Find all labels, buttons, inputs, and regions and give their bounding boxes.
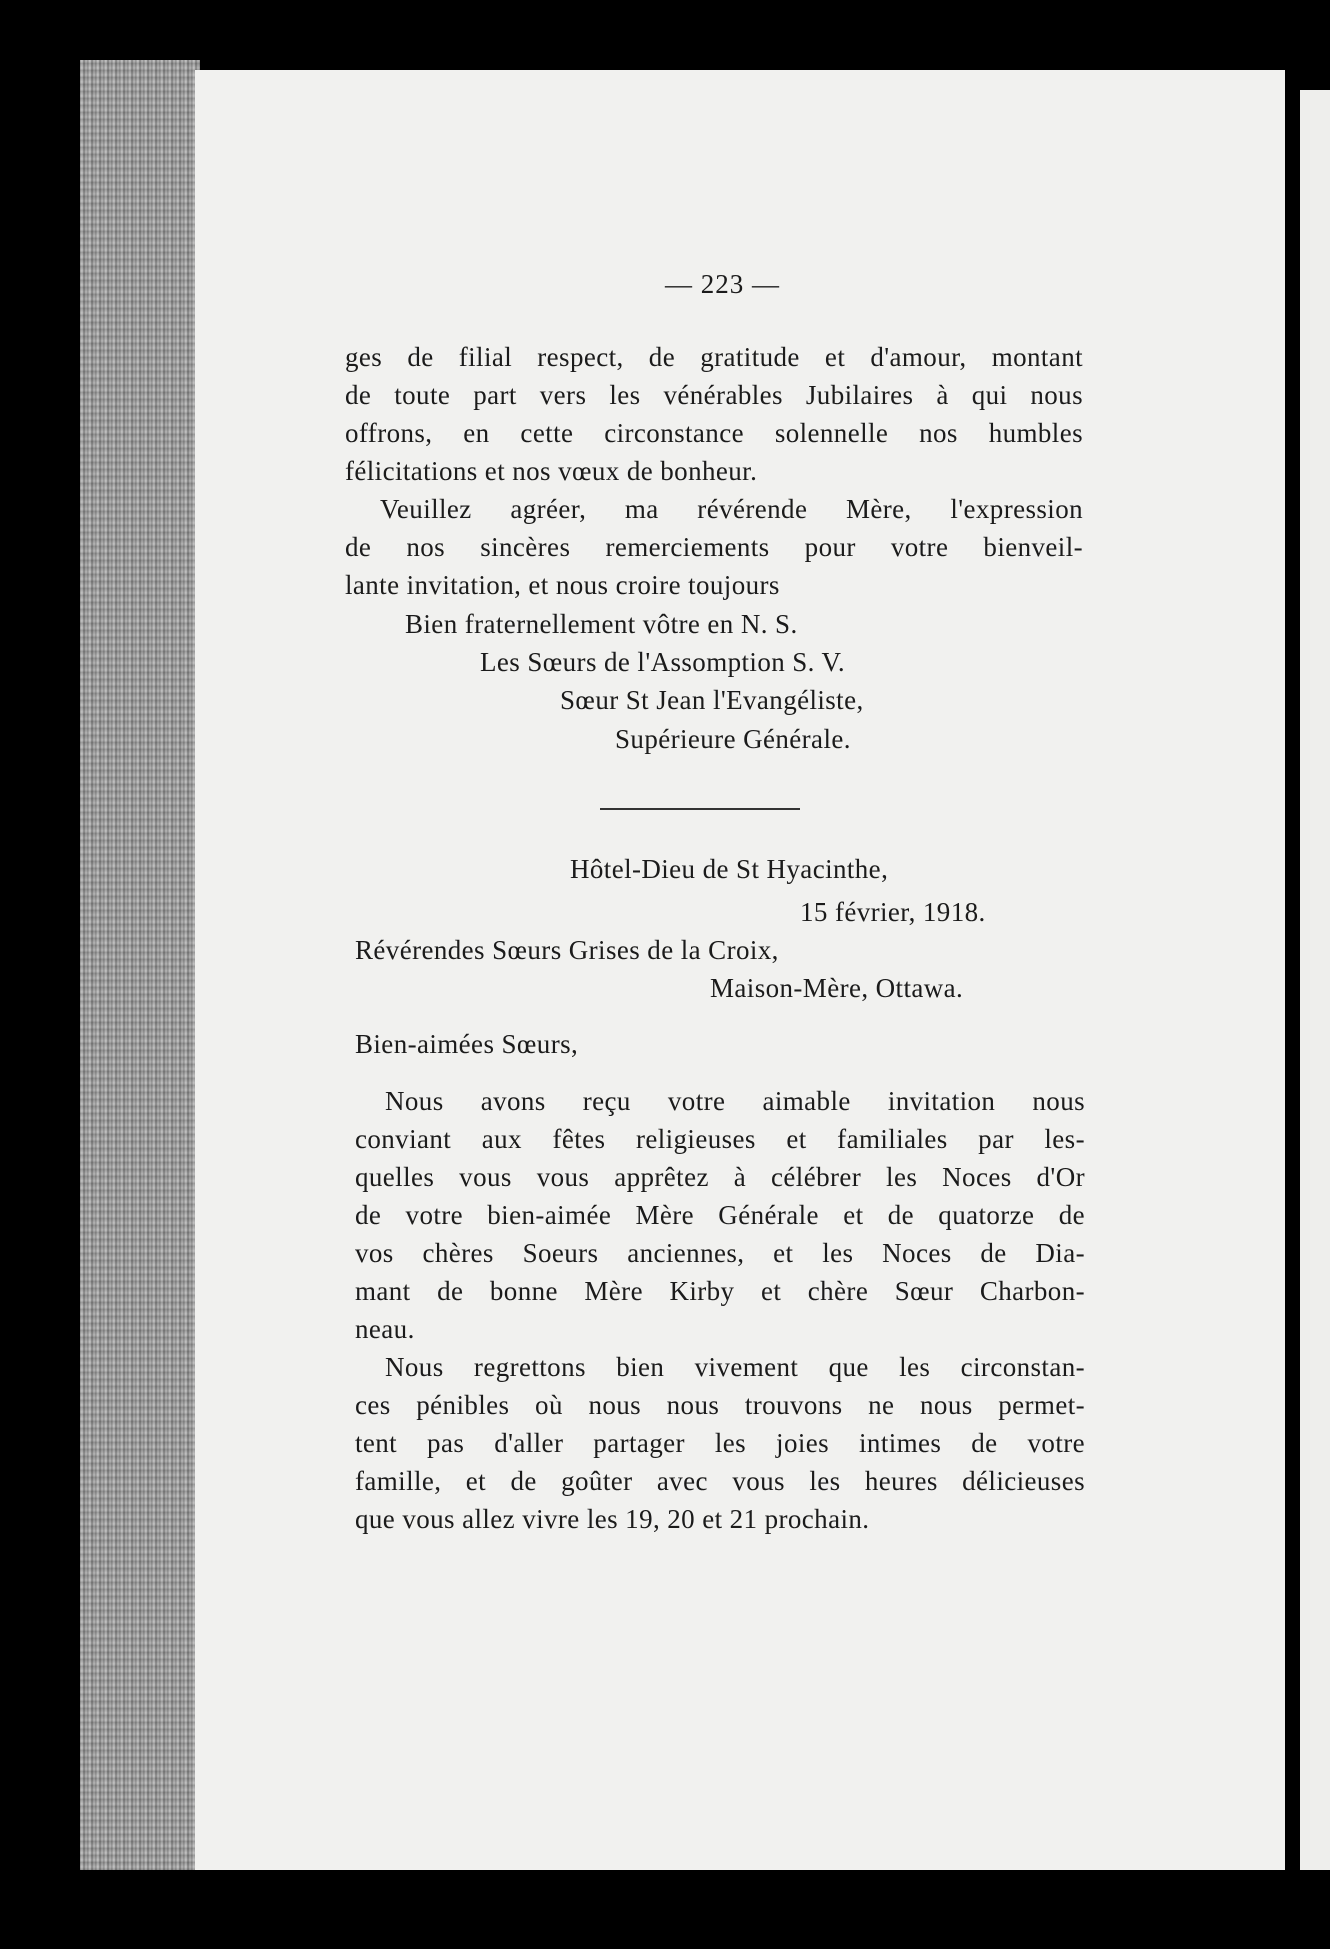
letter-paragraph1-line: conviant aux fêtes religieuses et familiales par les- <box>355 1124 1085 1154</box>
letter-paragraph1-line: neau. <box>355 1314 415 1344</box>
letter-recipient: Révérendes Sœurs Grises de la Croix, <box>355 935 779 965</box>
signatory-title: Supérieure Générale. <box>615 724 851 754</box>
letter-paragraph1-line: vos chères Soeurs anciennes, et les Noces de Dia- <box>355 1238 1085 1268</box>
paragraph1-line: ges de filial respect, de gratitude et d'amour, montant <box>345 342 1083 372</box>
paragraph2-line: Veuillez agréer, ma révérende Mère, l'expression <box>380 494 1083 524</box>
paragraph1-line: félicitations et nos vœux de bonheur. <box>345 456 758 486</box>
letter-paragraph2-line: ces pénibles où nous nous trouvons ne nous permet- <box>355 1390 1085 1420</box>
letter-paragraph2-line: famille, et de goûter avec vous les heures délicieuses <box>355 1466 1085 1496</box>
paragraph2-line: lante invitation, et nous croire toujours <box>345 570 780 600</box>
letter-recipient-address: Maison-Mère, Ottawa. <box>710 973 964 1003</box>
letter-paragraph1-line: quelles vous vous apprêtez à célébrer les Noces d'Or <box>355 1162 1085 1192</box>
paragraph2-line: de nos sincères remerciements pour votre bienveil- <box>345 532 1083 562</box>
letter-paragraph1-line: mant de bonne Mère Kirby et chère Sœur Charbon- <box>355 1276 1085 1306</box>
letter-paragraph1-line: de votre bien-aimée Mère Générale et de quatorze de <box>355 1200 1085 1230</box>
closing-salutation: Bien fraternellement vôtre en N. S. <box>405 609 798 639</box>
letter-paragraph1-line: Nous avons reçu votre aimable invitation nous <box>385 1086 1085 1116</box>
signatory-organization: Les Sœurs de l'Assomption S. V. <box>480 647 846 677</box>
signatory-name: Sœur St Jean l'Evangéliste, <box>560 685 864 715</box>
book-page <box>195 70 1285 1870</box>
letter-greeting: Bien-aimées Sœurs, <box>355 1029 579 1059</box>
book-spine-edge <box>80 60 200 1870</box>
paragraph1-line: offrons, en cette circonstance solennelle nos humbles <box>345 418 1083 448</box>
section-divider <box>600 808 800 810</box>
letter-paragraph2-line: que vous allez vivre les 19, 20 et 21 prochain. <box>355 1504 870 1534</box>
letter-paragraph2-line: Nous regrettons bien vivement que les circonstan- <box>385 1352 1085 1382</box>
letter-date: 15 février, 1918. <box>800 897 986 927</box>
paragraph1-line: de toute part vers les vénérables Jubilaires à qui nous <box>345 380 1083 410</box>
page-number: — 223 — <box>665 269 780 299</box>
letter-place: Hôtel-Dieu de St Hyacinthe, <box>570 854 889 884</box>
facing-page-edge <box>1300 90 1330 1870</box>
letter-paragraph2-line: tent pas d'aller partager les joies intimes de votre <box>355 1428 1085 1458</box>
